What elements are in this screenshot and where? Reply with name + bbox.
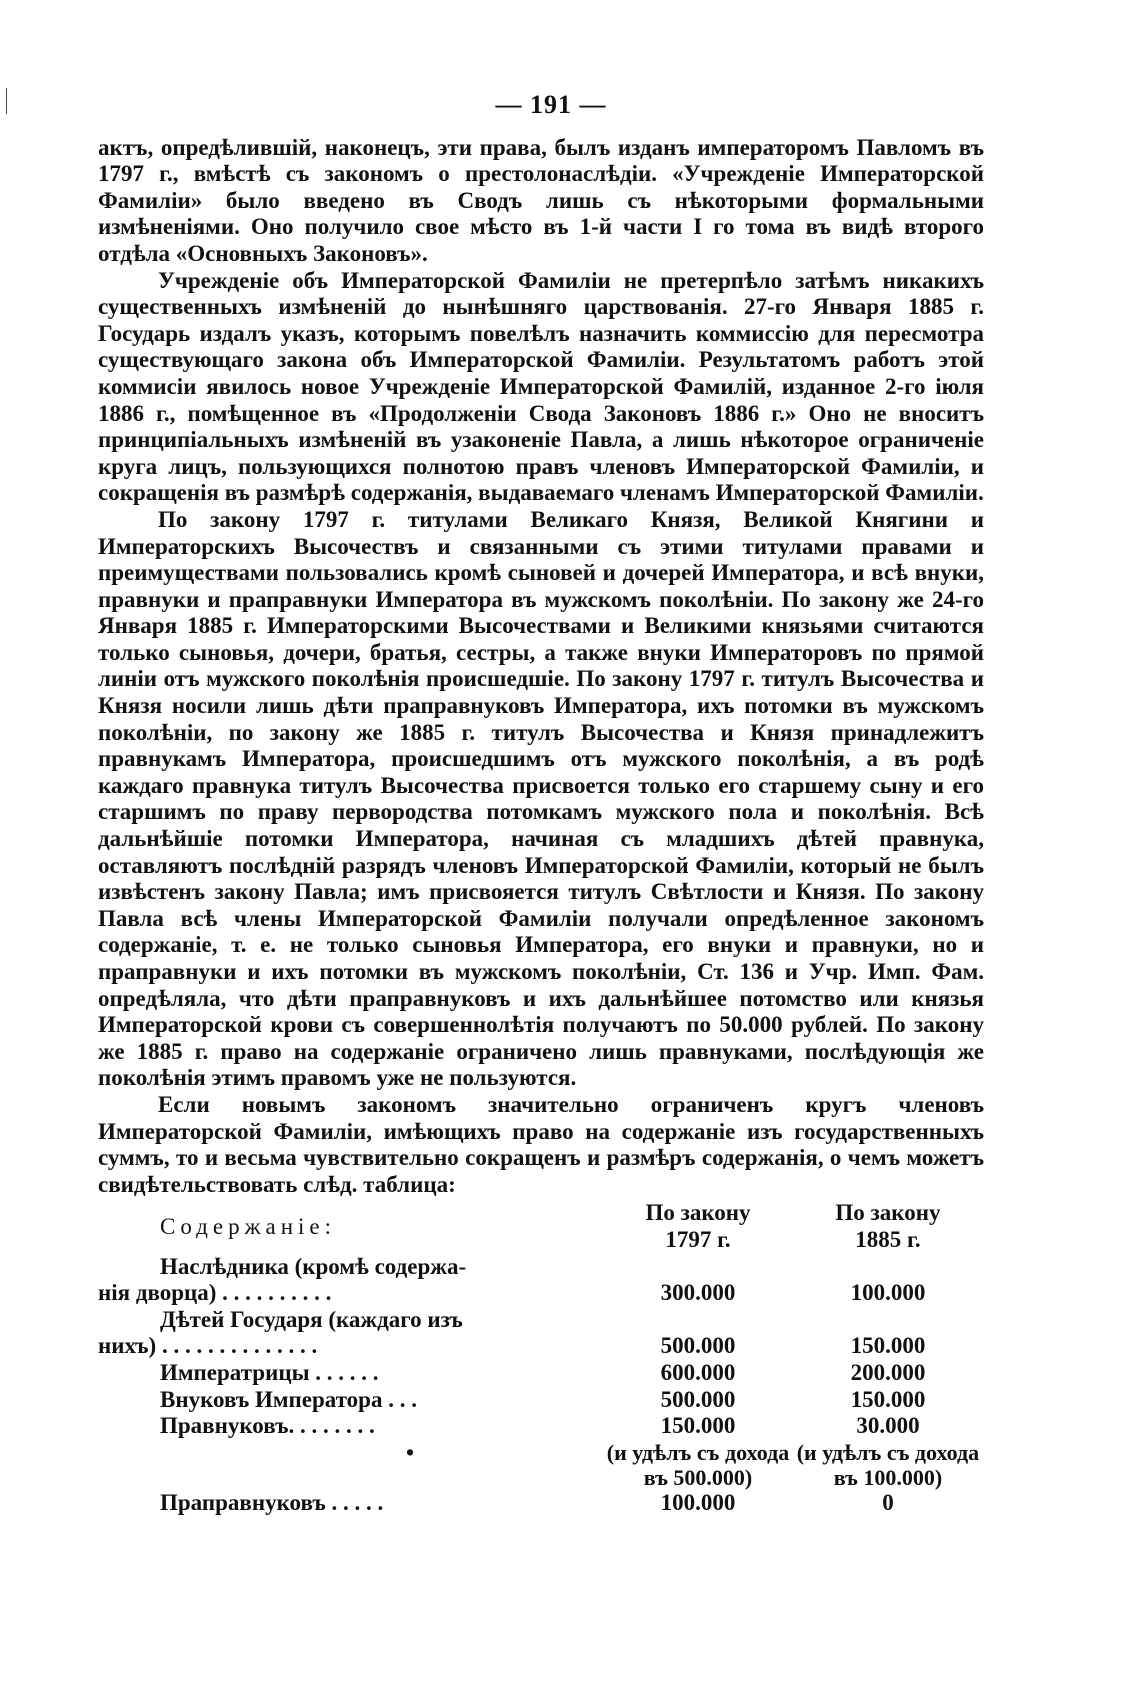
row-label-line2: нихъ) . . . . . . . . . . . . . . [98,1333,318,1359]
value-1885: 150.000 [850,1386,926,1412]
value-1885: 200.000 [850,1359,926,1385]
value-1885: 0 [882,1489,894,1515]
value-1797: 600.000 [660,1359,736,1385]
row-label: Императрицы . . . . . . [160,1359,379,1385]
row-label: Праправнуковъ . . . . . [160,1489,384,1515]
paragraph-4: Если новымъ закономъ значительно ограниченъ кругъ членовъ Императорской Фамиліи, имѣющихъ право на содержаніе изъ государственныхъ суммъ, то и весьма чувствительно сокращенъ и размѣръ содержанія, о чемъ можетъ свидѣтельствовать слѣд. таблица: [98,1091,984,1197]
header-1885-line2: 1885 г. [855,1226,921,1252]
scan-margin-mark [6,88,7,114]
table-row [98,1413,984,1440]
table-row [98,1360,984,1387]
value-1885: 30.000 [856,1413,920,1439]
document-page [98,92,984,1516]
value-1885: 150.000 [850,1333,926,1359]
paragraph-1: актъ, опредѣлившій, наконецъ, эти права, былъ изданъ императоромъ Павломъ въ 1797 г., вмѣстѣ съ закономъ о престолонаслѣдіи. «Учрежденіе Императорской Фамиліи» было введено въ Сводъ лишь съ нѣкоторыми формальными измѣненіями. Оно получило свое мѣсто въ 1-й части I го тома въ видѣ второго отдѣла «Основныхъ Законовъ». [98,134,984,266]
header-1885 [792,1200,984,1253]
header-1885-line1: По закону [835,1200,941,1226]
note-1885 [792,1440,984,1490]
table-row [98,1387,984,1414]
value-1797: 100.000 [660,1489,736,1515]
note-1797 [604,1440,792,1490]
page-number: — 191 — [495,90,607,119]
note-1797-line2: въ 500.000) [643,1464,753,1490]
table-row [98,1307,984,1360]
row-label [98,1254,604,1307]
salary-table [98,1200,984,1516]
paragraph-2: Учрежденіе объ Императорской Фамиліи не претерпѣло затѣмъ никакихъ существенныхъ измѣненій до нынѣшняго царствованія. 27-го Января 1885 г. Государь издалъ указъ, которымъ повелѣлъ назначить коммиссію для пересмотра существующаго закона объ Императорской Фамиліи. Результатомъ работъ этой коммисіи явилось новое Учрежденіе Императорской Фамилій, изданное 2-го іюля 1886 г., помѣщенное въ «Продолженіи Свода Законовъ 1886 г.» Оно не вноситъ принципіальныхъ измѣненій въ узаконеніе Павла, а лишь нѣкоторое ограниченіе круга лицъ, пользующихся полнотою правъ членовъ Императорской Фамиліи, и сокращенія въ размѣрѣ содержанія, выдаваемаго членамъ Императорской Фамиліи. [98,267,984,506]
row-label-line2: нія дворца) . . . . . . . . . . [98,1280,332,1306]
table-header-row [98,1200,984,1253]
row-label: Правнуковъ. . . . . . . . [160,1413,375,1439]
value-1797: 500.000 [660,1386,736,1412]
table-row [98,1490,984,1517]
table-row [98,1254,984,1307]
note-1885-line2: въ 100.000) [833,1464,943,1490]
row-label-line1: Дѣтей Государя (каждаго изъ [160,1306,463,1332]
row-label-line1: Наслѣдника (кромѣ содержа- [160,1253,467,1279]
note-1885-line1: (и удѣлъ съ дохода [796,1439,980,1465]
value-1797: 500.000 [660,1333,736,1359]
header-1797 [604,1200,792,1253]
row-label [98,1307,604,1360]
value-1885: 100.000 [850,1280,926,1306]
note-bullet: • [406,1439,415,1465]
value-1797: 300.000 [660,1280,736,1306]
value-1797: 150.000 [660,1413,736,1439]
header-1797-line1: По закону [645,1200,751,1226]
table-row-note [98,1440,984,1490]
header-label: Содержаніе: [160,1213,336,1239]
header-1797-line2: 1797 г. [665,1226,731,1252]
row-label: Внуковъ Императора . . . [160,1386,417,1412]
note-bullet-cell [98,1440,604,1490]
note-1797-line1: (и удѣлъ съ дохода [606,1439,790,1465]
paragraph-3: По закону 1797 г. титулами Великаго Князя, Великой Княгини и Императорскихъ Высочествъ и связанными съ этими титулами правами и преимуществами пользовались кромѣ сыновей и дочерей Императора, и всѣ внуки, правнуки и праправнуки Императора въ мужскомъ поколѣніи. По закону же 24-го Января 1885 г. Императорскими Высочествами и Великими князьями считаются только сыновья, дочери, братья, сестры, а также внуки Императоровъ по прямой линіи отъ мужского поколѣнія происшедшіе. По закону 1797 г. титулъ Высочества и Князя носили лишь дѣти праправнуковъ Императора, ихъ потомки въ мужскомъ поколѣніи, по закону же 1885 г. титулъ Высочества и Князя принадлежитъ правнукамъ Императора, происшедшимъ отъ мужского поколѣнія, а въ родѣ каждаго правнука титулъ Высочества присвоется только его старшему сыну и его старшимъ по праву первородства потомкамъ мужского пола и поколѣнія. Всѣ дальнѣйшіе потомки Императора, начиная съ младшихъ дѣтей правнука, оставляютъ послѣдній разрядъ членовъ Императорской Фамиліи, который не былъ извѣстенъ закону Павла; имъ присвояется титулъ Свѣтлости и Князя. По закону Павла всѣ члены Императорской Фамиліи получали опредѣленное закономъ содержаніе, т. е. не только сыновья Императора, его внуки и правнуки, но и праправнуки и ихъ потомки въ мужскомъ поколѣніи, Ст. 136 и Учр. Имп. Фам. опредѣляла, что дѣти праправнуковъ и ихъ дальнѣйшее потомство или князья Императорской крови съ совершеннолѣтія получаютъ по 50.000 рублей. По закону же 1885 г. право на содержаніе ограничено лишь правнуками, послѣдующія же поколѣнія этимъ правомъ уже не пользуются. [98,506,984,1091]
